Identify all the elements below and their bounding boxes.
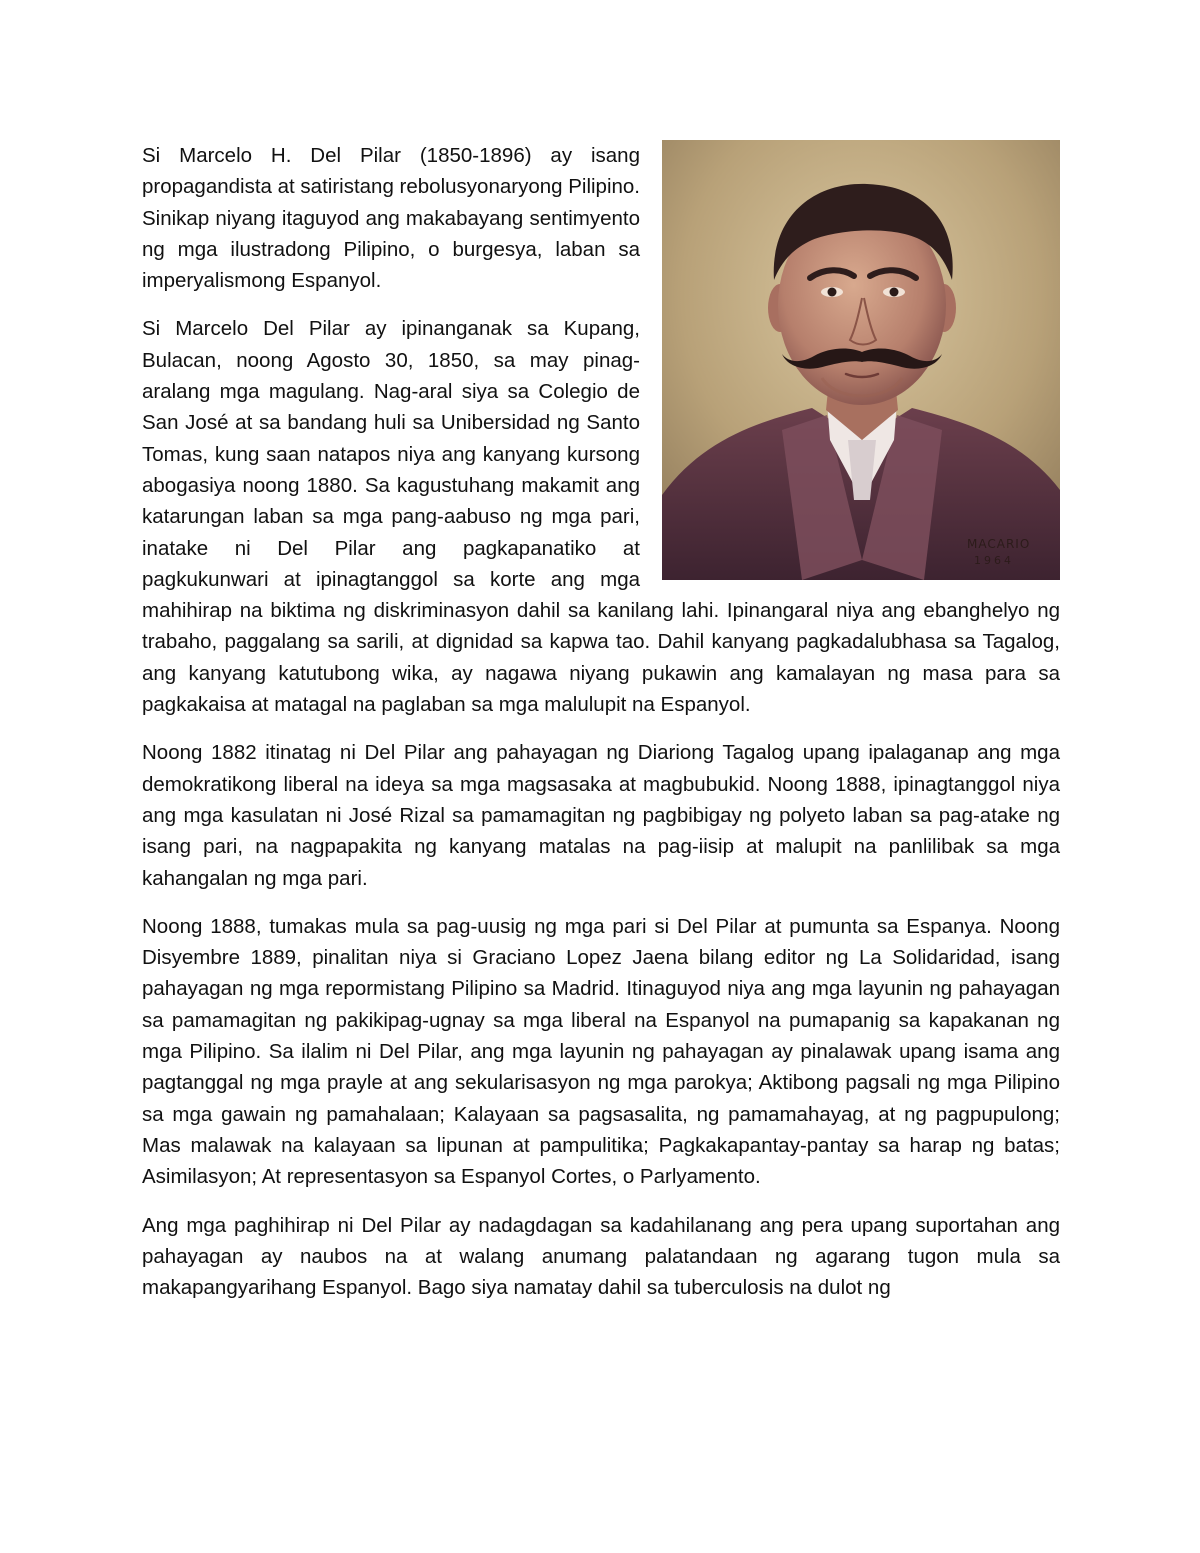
paragraph-hardships: Ang mga paghihirap ni Del Pilar ay nadagdagan sa kadahilanang ang pera upang suportahan ang pahayagan ay naubos na at walang anumang palatandaan ng agarang tugon mula sa makapangyarihang Espanyol. Bago siya namatay dahil sa tuberculosis na dulot ng [142,1213,1060,1300]
svg-text:1964: 1964 [974,554,1014,567]
paragraph-early-life: Si Marcelo Del Pilar ay ipinanganak sa Kupang, Bulacan, noong Agosto 30, 1850, sa may pinag-aralang mga magulang. Nag-aral siya sa Colegio de San José at sa bandang huli sa Unibersidad ng Santo Tomas, kung saan natapos niya ang kanyang kursong abogasiya noong 1880. Sa kagustuhang makamit ang katarungan laban sa mga pang-aabuso ng mga pari, inatake ni Del Pilar ang pagkapanatiko at pagkukunwari at ipinagtanggol sa korte ang mga mahihirap na biktima ng diskriminasyon dahil sa kanilang lahi. Ipinangaral niya ang ebanghelyo ng trabaho, paggalang sa sarili, at dignidad sa kapwa tao. Dahil kanyang pagkadalubhasa sa Tagalog, ang kanyang katutubong wika, ay nagawa niyang pukawin ang kamalayan ng masa para sa pagkakaisa at matagal na paglaban sa mga malulupit na Espanyol. [142,317,1060,717]
portrait-painting [662,140,1060,580]
document-page [142,140,1060,1320]
paragraph-intro: Si Marcelo H. Del Pilar (1850-1896) ay isang propagandista at satiristang rebolusyonaryong Pilipino. Sinikap niyang itaguyod ang makabayang sentimyento ng mga ilustradong Pilipino, o burgesya, laban sa imperyalismong Espanyol. [142,144,641,293]
portrait-signature: MACARIO [967,537,1031,551]
paragraph-la-solidaridad: Noong 1888, tumakas mula sa pag-uusig ng mga pari si Del Pilar at pumunta sa Espanya. Noong Disyembre 1889, pinalitan niya si Graciano Lopez Jaena bilang editor ng La Solidaridad, isang pahayagan ng mga repormistang Pilipino sa Madrid. Itinaguyod niya ang mga layunin ng pahayagan sa pamamagitan ng pakikipag-ugnay sa mga liberal na Espanyol na pumapanig sa kapakanan ng mga Pilipino. Sa ilalim ni Del Pilar, ang mga layunin ng pahayagan ay pinalawak upang isama ang pagtanggal ng mga prayle at ang sekularisasyon ng mga parokya; Aktibong pagsali ng mga Pilipino sa mga gawain ng pamahalaan; Kalayaan sa pagsasalita, ng pamamahayag, at ng pagpupulong; Mas malawak na kalayaan sa lipunan at pampulitika; Pagkakapantay-pantay sa harap ng batas; Asimilasyon; At representasyon sa Espanyol Cortes, o Parlyamento. [142,914,1060,1189]
paragraph-diariong-tagalog: Noong 1882 itinatag ni Del Pilar ang pahayagan ng Diariong Tagalog upang ipalaganap ang mga demokratikong liberal na ideya sa mga magsasaka at magbubukid. Noong 1888, ipinagtanggol niya ang mga kasulatan ni José Rizal sa pamamagitan ng pagbibigay ng polyeto laban sa pag-atake ng isang pari, na nagpapakita ng kanyang matalas na pag-iisip at malupit na panlilibak sa mga kahangalan ng mga pari. [142,741,1060,890]
portrait-image [662,140,1060,580]
